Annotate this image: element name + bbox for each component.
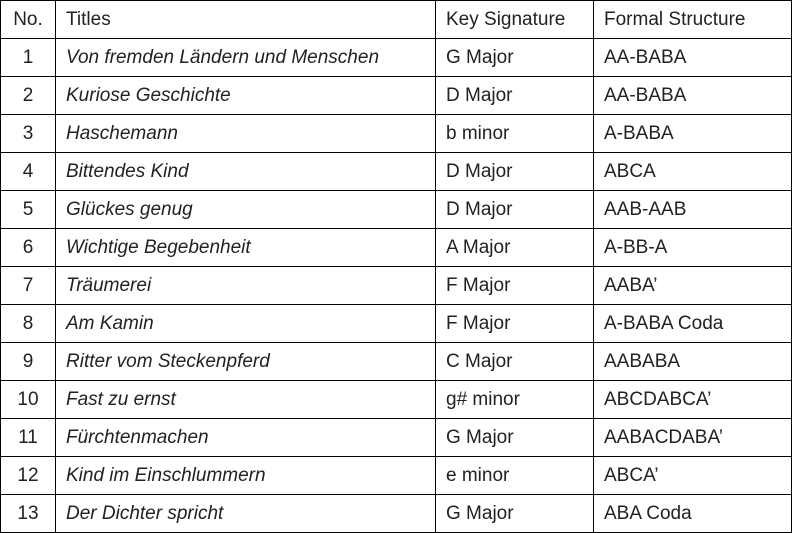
cell-key-signature: D Major	[436, 77, 594, 115]
cell-title: Bittendes Kind	[56, 153, 436, 191]
cell-title: Träumerei	[56, 267, 436, 305]
cell-key-signature: D Major	[436, 191, 594, 229]
header-key-signature: Key Signature	[436, 1, 594, 39]
cell-no: 11	[1, 419, 56, 457]
table-row	[1, 305, 792, 343]
table-row	[1, 419, 792, 457]
cell-title: Fast zu ernst	[56, 381, 436, 419]
cell-no: 5	[1, 191, 56, 229]
cell-formal-structure: AABACDABA’	[594, 419, 792, 457]
table-row	[1, 39, 792, 77]
cell-formal-structure: ABCDABCA’	[594, 381, 792, 419]
cell-formal-structure: ABCA	[594, 153, 792, 191]
table-row	[1, 495, 792, 533]
table-row	[1, 381, 792, 419]
table-body	[1, 39, 792, 533]
cell-key-signature: F Major	[436, 305, 594, 343]
cell-formal-structure: AA-BABA	[594, 39, 792, 77]
cell-title: Der Dichter spricht	[56, 495, 436, 533]
cell-title: Ritter vom Steckenpferd	[56, 343, 436, 381]
table-row	[1, 457, 792, 495]
cell-title: Fürchtenmachen	[56, 419, 436, 457]
cell-no: 1	[1, 39, 56, 77]
cell-title: Haschemann	[56, 115, 436, 153]
table-row	[1, 343, 792, 381]
cell-no: 10	[1, 381, 56, 419]
cell-key-signature: G Major	[436, 419, 594, 457]
cell-no: 6	[1, 229, 56, 267]
cell-formal-structure: AA-BABA	[594, 77, 792, 115]
cell-no: 2	[1, 77, 56, 115]
cell-no: 8	[1, 305, 56, 343]
cell-formal-structure: A-BB-A	[594, 229, 792, 267]
cell-no: 4	[1, 153, 56, 191]
cell-title: Kuriose Geschichte	[56, 77, 436, 115]
header-row	[1, 1, 792, 39]
cell-formal-structure: AABA’	[594, 267, 792, 305]
cell-title: Wichtige Begebenheit	[56, 229, 436, 267]
cell-title: Am Kamin	[56, 305, 436, 343]
table-row	[1, 77, 792, 115]
header-no: No.	[1, 1, 56, 39]
cell-key-signature: G Major	[436, 39, 594, 77]
cell-title: Kind im Einschlummern	[56, 457, 436, 495]
cell-title: Von fremden Ländern und Menschen	[56, 39, 436, 77]
table-row	[1, 153, 792, 191]
cell-formal-structure: A-BABA Coda	[594, 305, 792, 343]
cell-no: 12	[1, 457, 56, 495]
cell-key-signature: e minor	[436, 457, 594, 495]
header-formal-structure: Formal Structure	[594, 1, 792, 39]
table-row	[1, 191, 792, 229]
cell-key-signature: F Major	[436, 267, 594, 305]
cell-formal-structure: ABA Coda	[594, 495, 792, 533]
cell-no: 3	[1, 115, 56, 153]
cell-formal-structure: AAB-AAB	[594, 191, 792, 229]
cell-key-signature: C Major	[436, 343, 594, 381]
cell-key-signature: b minor	[436, 115, 594, 153]
cell-key-signature: G Major	[436, 495, 594, 533]
cell-no: 9	[1, 343, 56, 381]
cell-no: 13	[1, 495, 56, 533]
cell-no: 7	[1, 267, 56, 305]
header-titles: Titles	[56, 1, 436, 39]
cell-key-signature: g# minor	[436, 381, 594, 419]
table-row	[1, 267, 792, 305]
cell-formal-structure: ABCA’	[594, 457, 792, 495]
table-row	[1, 115, 792, 153]
cell-formal-structure: A-BABA	[594, 115, 792, 153]
cell-key-signature: A Major	[436, 229, 594, 267]
cell-title: Glückes genug	[56, 191, 436, 229]
table-row	[1, 229, 792, 267]
cell-formal-structure: AABABA	[594, 343, 792, 381]
cell-key-signature: D Major	[436, 153, 594, 191]
